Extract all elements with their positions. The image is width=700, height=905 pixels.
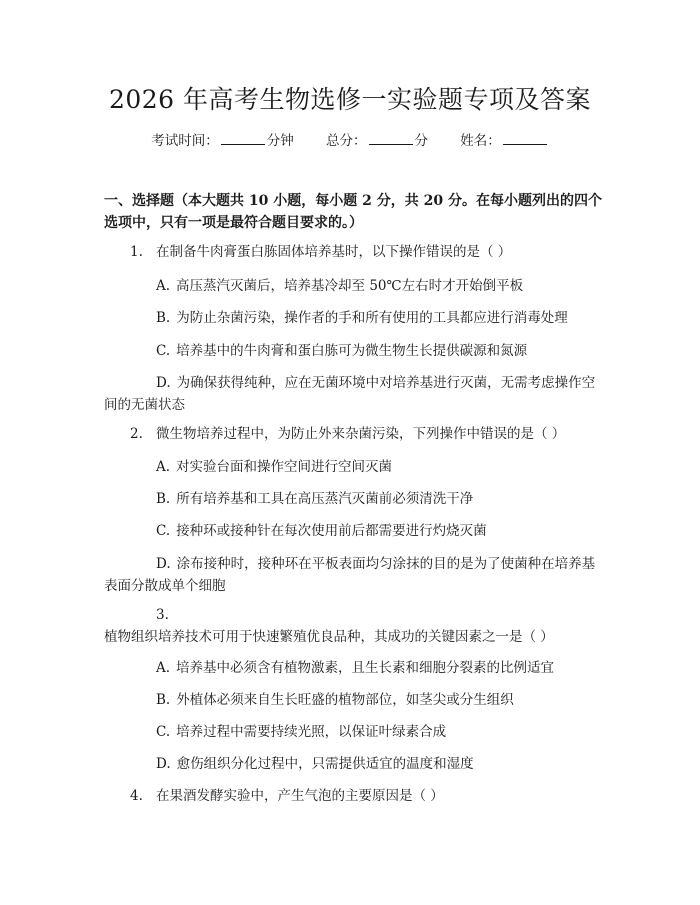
exam-info-line xyxy=(0,131,700,151)
option-letter: C. xyxy=(156,343,171,359)
option-text: 为确保获得纯种，应在无菌环境中对培养基进行灭菌，无需考虑操作空间的无菌状态 xyxy=(104,375,596,413)
question-stem xyxy=(104,785,604,807)
answer-option xyxy=(104,689,596,711)
option-text: 所有培养基和工具在高压蒸汽灭菌前必须清洗干净 xyxy=(176,491,474,507)
option-letter: D. xyxy=(156,375,171,391)
option-text: 接种环或接种针在每次使用前后都需要进行灼烧灭菌 xyxy=(176,523,487,539)
option-text: 培养过程中需要持续光照，以保证叶绿素合成 xyxy=(176,724,447,740)
exam-time-field xyxy=(151,131,294,151)
option-letter: A. xyxy=(156,459,171,475)
question-stem xyxy=(104,241,604,263)
answer-option xyxy=(104,372,596,416)
option-letter: C. xyxy=(156,724,171,740)
option-letter: C. xyxy=(156,523,171,539)
total-score-label: 总分： xyxy=(326,133,367,149)
option-letter: B. xyxy=(156,692,171,708)
option-text: 涂布接种时，接种环在平板表面均匀涂抹的目的是为了使菌种在培养基表面分散成单个细胞 xyxy=(104,556,596,594)
page-title: 2026 年高考生物选修一实验题专项及答案 xyxy=(108,85,592,114)
question-stem xyxy=(104,423,604,445)
question-text: 在果酒发酵实验中，产生气泡的主要原因是（ ） xyxy=(156,788,444,804)
answer-option xyxy=(104,553,596,597)
option-letter: A. xyxy=(156,278,171,294)
question-text: 植物组织培养技术可用于快速繁殖优良品种，其成功的关键因素之一是（ ） xyxy=(104,629,554,645)
answer-option xyxy=(104,340,596,362)
total-score-field xyxy=(326,131,428,151)
total-score-blank xyxy=(369,131,413,145)
option-text: 为防止杂菌污染，操作者的手和所有使用的工具都应进行消毒处理 xyxy=(176,310,568,326)
option-letter: D. xyxy=(156,556,171,572)
question-text: 微生物培养过程中，为防止外来杂菌污染，下列操作中错误的是（ ） xyxy=(156,426,566,442)
student-name-blank xyxy=(503,131,547,145)
option-text: 高压蒸汽灭菌后，培养基冷却至 50℃左右时才开始倒平板 xyxy=(176,278,524,294)
exam-time-unit: 分钟 xyxy=(266,133,294,149)
exam-time-blank xyxy=(221,131,265,145)
question-number: 4. xyxy=(130,788,143,804)
answer-option xyxy=(104,520,596,542)
total-score-unit: 分 xyxy=(414,133,428,149)
answer-option xyxy=(104,456,596,478)
answer-option xyxy=(104,753,596,775)
question-number: 3. xyxy=(156,607,169,623)
section-heading: 一、选择题（本大题共 10 小题，每小题 2 分，共 20 分。在每小题列出的四个选项中，只有一项是最符合题目要求的。） xyxy=(104,193,602,231)
student-name-field xyxy=(460,131,549,151)
exam-time-label: 考试时间： xyxy=(151,133,219,149)
question-stem xyxy=(104,604,604,648)
option-letter: B. xyxy=(156,491,171,507)
option-letter: A. xyxy=(156,660,171,676)
answer-option xyxy=(104,721,596,743)
option-letter: B. xyxy=(156,310,171,326)
answer-option xyxy=(104,275,596,297)
student-name-label: 姓名： xyxy=(460,133,501,149)
question-number: 1. xyxy=(130,244,143,260)
answer-option xyxy=(104,488,596,510)
option-text: 外植体必须来自生长旺盛的植物部位，如茎尖或分生组织 xyxy=(176,692,514,708)
question-number: 2. xyxy=(130,426,143,442)
answer-option xyxy=(104,307,596,329)
option-text: 培养基中必须含有植物激素，且生长素和细胞分裂素的比例适宜 xyxy=(176,660,555,676)
option-letter: D. xyxy=(156,756,171,772)
option-text: 愈伤组织分化过程中，只需提供适宜的温度和湿度 xyxy=(176,756,474,772)
question-text: 在制备牛肉膏蛋白胨固体培养基时，以下操作错误的是（ ） xyxy=(156,244,512,260)
option-text: 对实验台面和操作空间进行空间灭菌 xyxy=(176,459,393,475)
answer-option xyxy=(104,657,596,679)
option-text: 培养基中的牛肉膏和蛋白胨可为微生物生长提供碳源和氮源 xyxy=(176,343,528,359)
